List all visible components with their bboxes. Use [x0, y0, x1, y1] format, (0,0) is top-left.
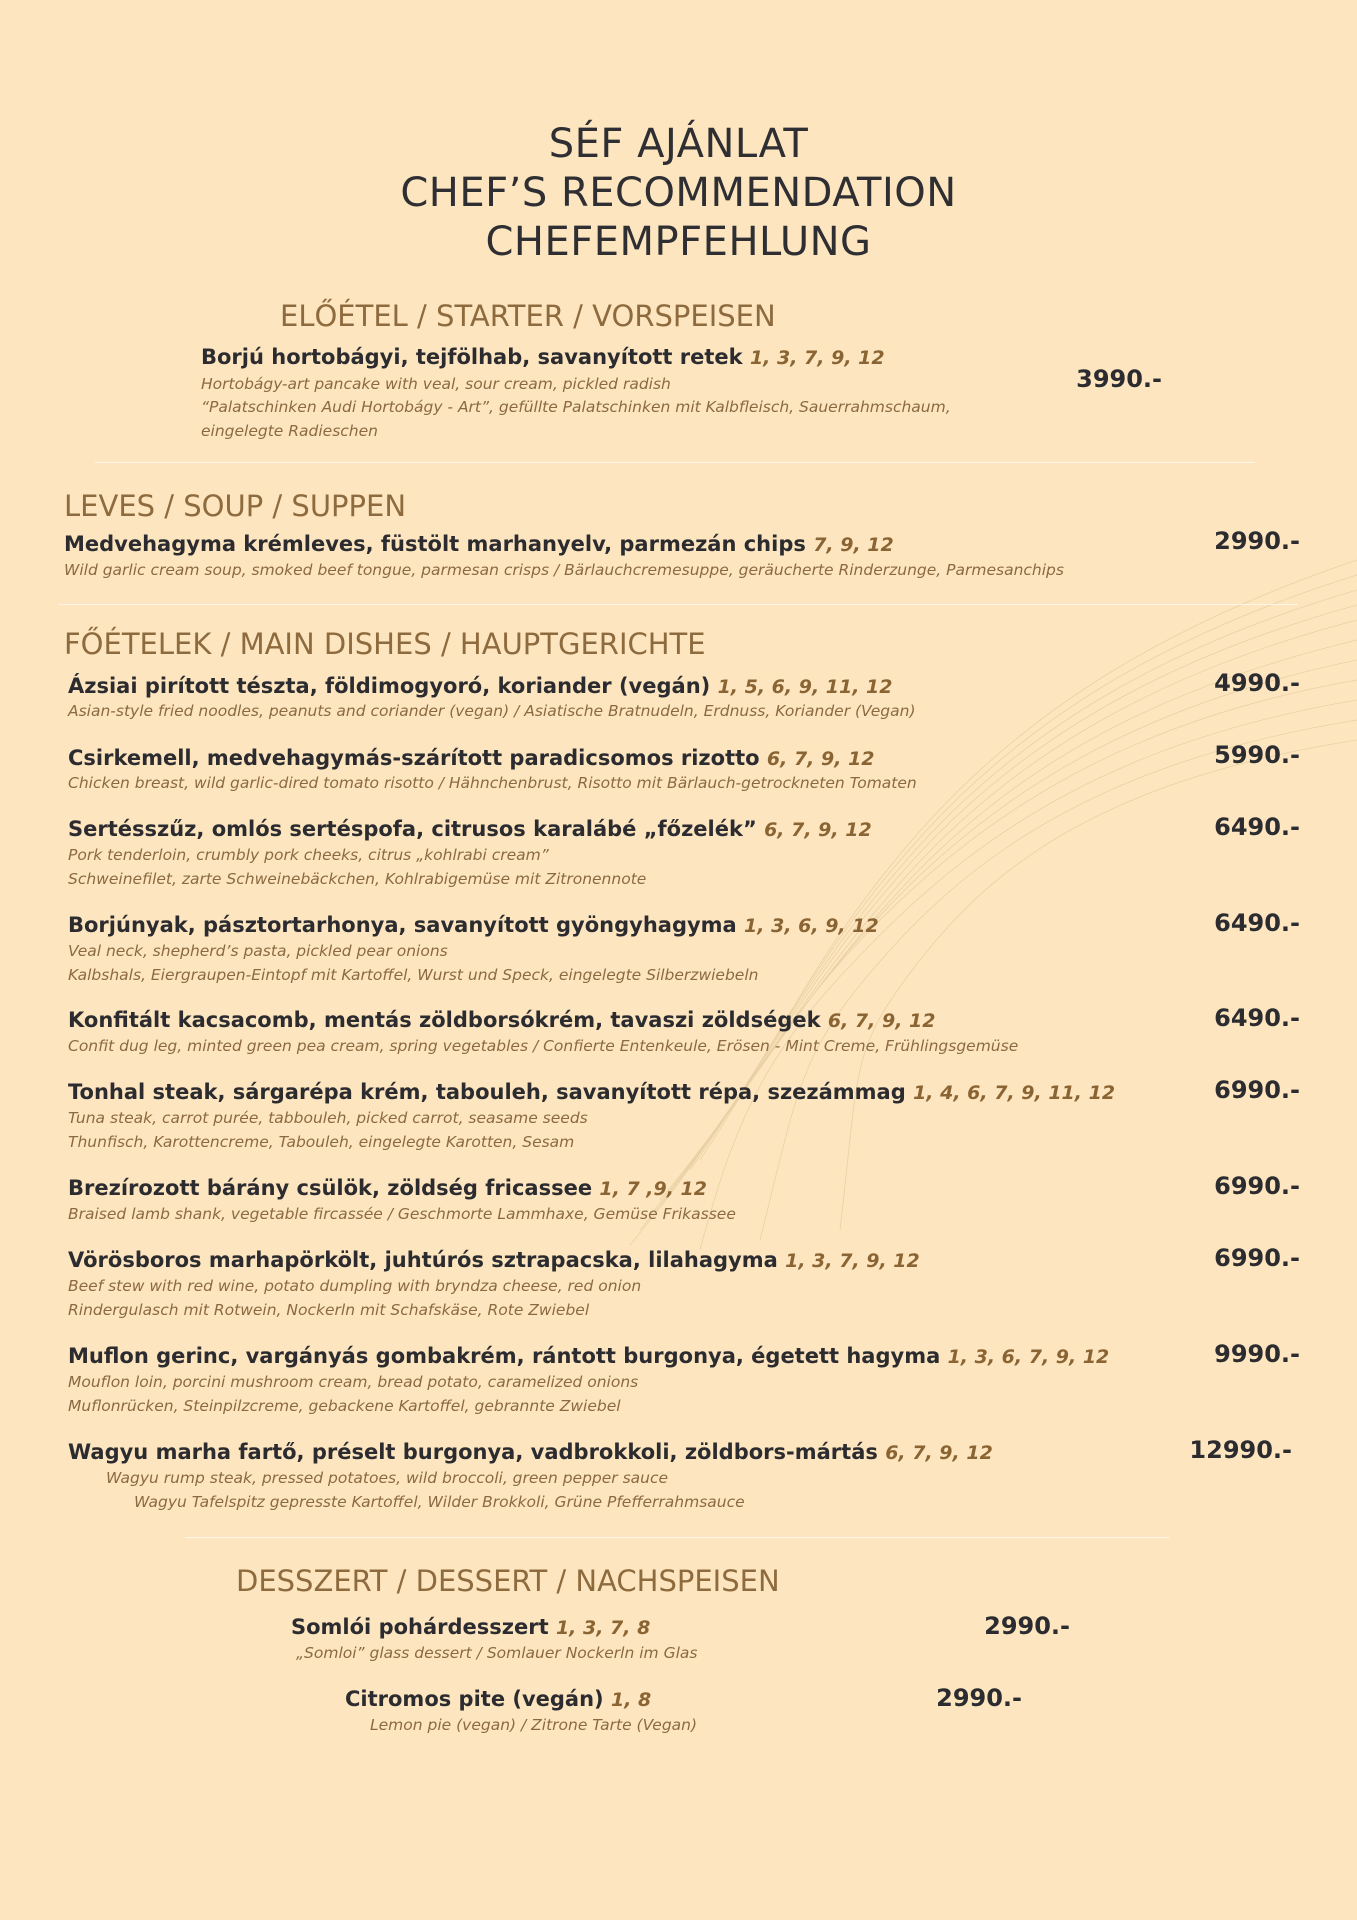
- menu-item-desc: Lemon pie (vegan) / Zitrone Tarte (Vegan): [370, 1716, 698, 1734]
- menu-item-name: [291, 1614, 650, 1641]
- menu-item-price: 6990.-: [1214, 1172, 1300, 1200]
- menu-item-desc-en: Tuna steak, carrot purée, tabbouleh, picked carrot, seasame seeds: [68, 1109, 588, 1127]
- menu-item-desc-de-cont: eingelegte Radieschen: [201, 422, 378, 440]
- menu-item-desc: Wild garlic cream soup, smoked beef tongue, parmesan crisps / Bärlauchcremesuppe, geräucherte Rinderzunge, Parmesanchips: [64, 561, 1064, 579]
- menu-item-name: [68, 816, 872, 843]
- dish-name: Tonhal steak, sárgarépa krém, tabouleh, savanyított répa, szezámmag: [68, 1080, 906, 1104]
- menu-item-price: 9990.-: [1214, 1340, 1300, 1368]
- menu-item-desc: Chicken breast, wild garlic-dired tomato risotto / Hähnchenbrust, Risotto mit Bärlauch-getrockneten Tomaten: [68, 774, 917, 792]
- menu-item-name: [201, 344, 885, 371]
- allergen-codes: 6, 7, 9, 12: [885, 1442, 993, 1464]
- allergen-codes: 1, 3, 7, 9, 12: [749, 347, 885, 369]
- allergen-codes: 6, 7, 9, 12: [766, 748, 875, 770]
- dish-name: Ázsiai pirított tészta, földimogyoró, koriander (vegán): [68, 674, 711, 698]
- menu-item-name: [68, 673, 893, 700]
- section-heading-soup: LEVES / SOUP / SUPPEN: [64, 489, 407, 523]
- menu-item-name: [68, 912, 879, 939]
- menu-item-name: [68, 1247, 920, 1274]
- dish-name: Borjúnyak, pásztortarhonya, savanyított gyöngyhagyma: [68, 913, 737, 937]
- menu-item-price: 4990.-: [1214, 669, 1300, 697]
- section-heading-mains: FŐÉTELEK / MAIN DISHES / HAUPTGERICHTE: [64, 627, 706, 661]
- menu-item-desc-en: Hortobágy-art pancake with veal, sour cream, pickled radish: [201, 375, 671, 393]
- menu-item-price: 2990.-: [936, 1684, 1022, 1712]
- allergen-codes: 6, 7, 9, 12: [827, 1010, 936, 1032]
- page-title-de: CHEFEMPFEHLUNG: [485, 219, 872, 265]
- menu-item-name: [68, 1343, 1109, 1370]
- allergen-codes: 1, 8: [610, 1689, 652, 1711]
- dish-name: Borjú hortobágyi, tejfölhab, savanyított retek: [201, 345, 743, 369]
- menu-item-desc-de: Kalbshals, Eiergraupen-Eintopf mit Kartoffel, Wurst und Speck, eingelegte Silberzwiebeln: [68, 966, 759, 984]
- allergen-codes: 6, 7, 9, 12: [764, 819, 872, 841]
- menu-item-name: [64, 531, 894, 558]
- menu-item-desc-en: Pork tenderloin, crumbly pork cheeks, citrus „kohlrabi cream”: [68, 846, 549, 864]
- menu-item-price: 6490.-: [1214, 909, 1300, 937]
- allergen-codes: 1, 5, 6, 9, 11, 12: [717, 676, 893, 698]
- section-heading-dessert: DESSZERT / DESSERT / NACHSPEISEN: [236, 1564, 780, 1598]
- menu-item-desc-de: “Palatschinken Audi Hortobágy - Art”, gefüllte Palatschinken mit Kalbfleisch, Sauerrahmschaum,: [201, 398, 951, 416]
- allergen-codes: 1, 4, 6, 7, 9, 11, 12: [913, 1082, 1116, 1104]
- dish-name: Vörösboros marhapörkölt, juhtúrós sztrapacska, lilahagyma: [68, 1248, 778, 1272]
- menu-item-name: [68, 745, 875, 772]
- menu-item-desc-de: Thunfisch, Karottencreme, Tabouleh, eingelegte Karotten, Sesam: [68, 1133, 575, 1151]
- allergen-codes: 1, 3, 6, 7, 9, 12: [947, 1346, 1110, 1368]
- menu-item-desc: Asian-style fried noodles, peanuts and coriander (vegan) / Asiatische Bratnudeln, Erdnuss, Koriander (Vegan): [68, 702, 916, 720]
- dish-name: Wagyu marha fartő, préselt burgonya, vadbrokkoli, zöldbors-mártás: [68, 1440, 878, 1464]
- dish-name: Somlói pohárdesszert: [291, 1615, 549, 1639]
- menu-item-desc-de: Wagyu Tafelspitz gepresste Kartoffel, Wilder Brokkoli, Grüne Pfefferrahmsauce: [134, 1493, 745, 1511]
- allergen-codes: 1, 7 ,9, 12: [599, 1178, 707, 1200]
- menu-item-desc-de: Schweinefilet, zarte Schweinebäckchen, Kohlrabigemüse mit Zitronennote: [68, 870, 647, 888]
- menu-item-desc-en: Beef stew with red wine, potato dumpling with bryndza cheese, red onion: [68, 1277, 642, 1295]
- menu-item-price: 6490.-: [1214, 1004, 1300, 1032]
- menu-item-name: [68, 1007, 935, 1034]
- menu-item-price: 12990.-: [1189, 1436, 1292, 1464]
- menu-item-desc: Braised lamb shank, vegetable fircassée / Geschmorte Lammhaxe, Gemüse Frikassee: [68, 1205, 736, 1223]
- dish-name: Muflon gerinc, vargányás gombakrém, rántott burgonya, égetett hagyma: [68, 1344, 941, 1368]
- allergen-codes: 1, 3, 6, 9, 12: [744, 915, 879, 937]
- menu-item-name: [68, 1079, 1115, 1106]
- section-divider: [95, 462, 1255, 463]
- menu-item-desc: „Somloi” glass dessert / Somlauer Nockerln im Glas: [296, 1644, 698, 1662]
- section-divider: [58, 604, 1298, 605]
- section-divider: [185, 1537, 1170, 1538]
- dish-name: Citromos pite (vegán): [345, 1687, 604, 1711]
- page-title-en: CHEF’S RECOMMENDATION: [400, 170, 957, 216]
- menu-item-price: 6490.-: [1214, 813, 1300, 841]
- menu-item-price: 2990.-: [1214, 527, 1300, 555]
- menu-item-desc: Confit dug leg, minted green pea cream, spring vegetables / Confierte Entenkeule, Erösen - Mint Creme, Frühlingsgemüse: [68, 1037, 1019, 1055]
- menu-item-name: [345, 1686, 651, 1713]
- menu-item-price: 6990.-: [1214, 1244, 1300, 1272]
- allergen-codes: 1, 3, 7, 9, 12: [785, 1250, 920, 1272]
- menu-item-desc-de: Rindergulasch mit Rotwein, Nockerln mit Schafskäse, Rote Zwiebel: [68, 1301, 590, 1319]
- dish-name: Konfitált kacsacomb, mentás zöldborsókrém, tavaszi zöldségek: [68, 1008, 821, 1032]
- menu-item-desc-de: Muflonrücken, Steinpilzcreme, gebackene Kartoffel, gebrannte Zwiebel: [68, 1397, 621, 1415]
- allergen-codes: 1, 3, 7, 8: [555, 1617, 651, 1639]
- dish-name: Medvehagyma krémleves, füstölt marhanyelv, parmezán chips: [64, 532, 806, 556]
- menu-item-name: [68, 1439, 993, 1466]
- menu-item-desc-en: Veal neck, shepherd’s pasta, pickled pear onions: [68, 942, 448, 960]
- dish-name: Csirkemell, medvehagymás-szárított paradicsomos rizotto: [68, 746, 760, 770]
- menu-item-desc-en: Wagyu rump steak, pressed potatoes, wild broccoli, green pepper sauce: [106, 1469, 669, 1487]
- allergen-codes: 7, 9, 12: [813, 534, 894, 556]
- section-heading-starter: ELŐÉTEL / STARTER / VORSPEISEN: [280, 299, 776, 333]
- dish-name: Sertésszűz, omlós sertéspofa, citrusos karalábé „főzelék”: [68, 817, 757, 841]
- menu-item-price: 3990.-: [1076, 365, 1162, 393]
- page-title-hu: SÉF AJÁNLAT: [548, 121, 809, 167]
- menu-item-name: [68, 1175, 707, 1202]
- menu-item-price: 2990.-: [984, 1612, 1070, 1640]
- menu-item-price: 6990.-: [1214, 1076, 1300, 1104]
- menu-item-price: 5990.-: [1214, 741, 1300, 769]
- dish-name: Brezírozott bárány csülök, zöldség fricassee: [68, 1176, 593, 1200]
- menu-item-desc-en: Mouflon loin, porcini mushroom cream, bread potato, caramelized onions: [68, 1373, 639, 1391]
